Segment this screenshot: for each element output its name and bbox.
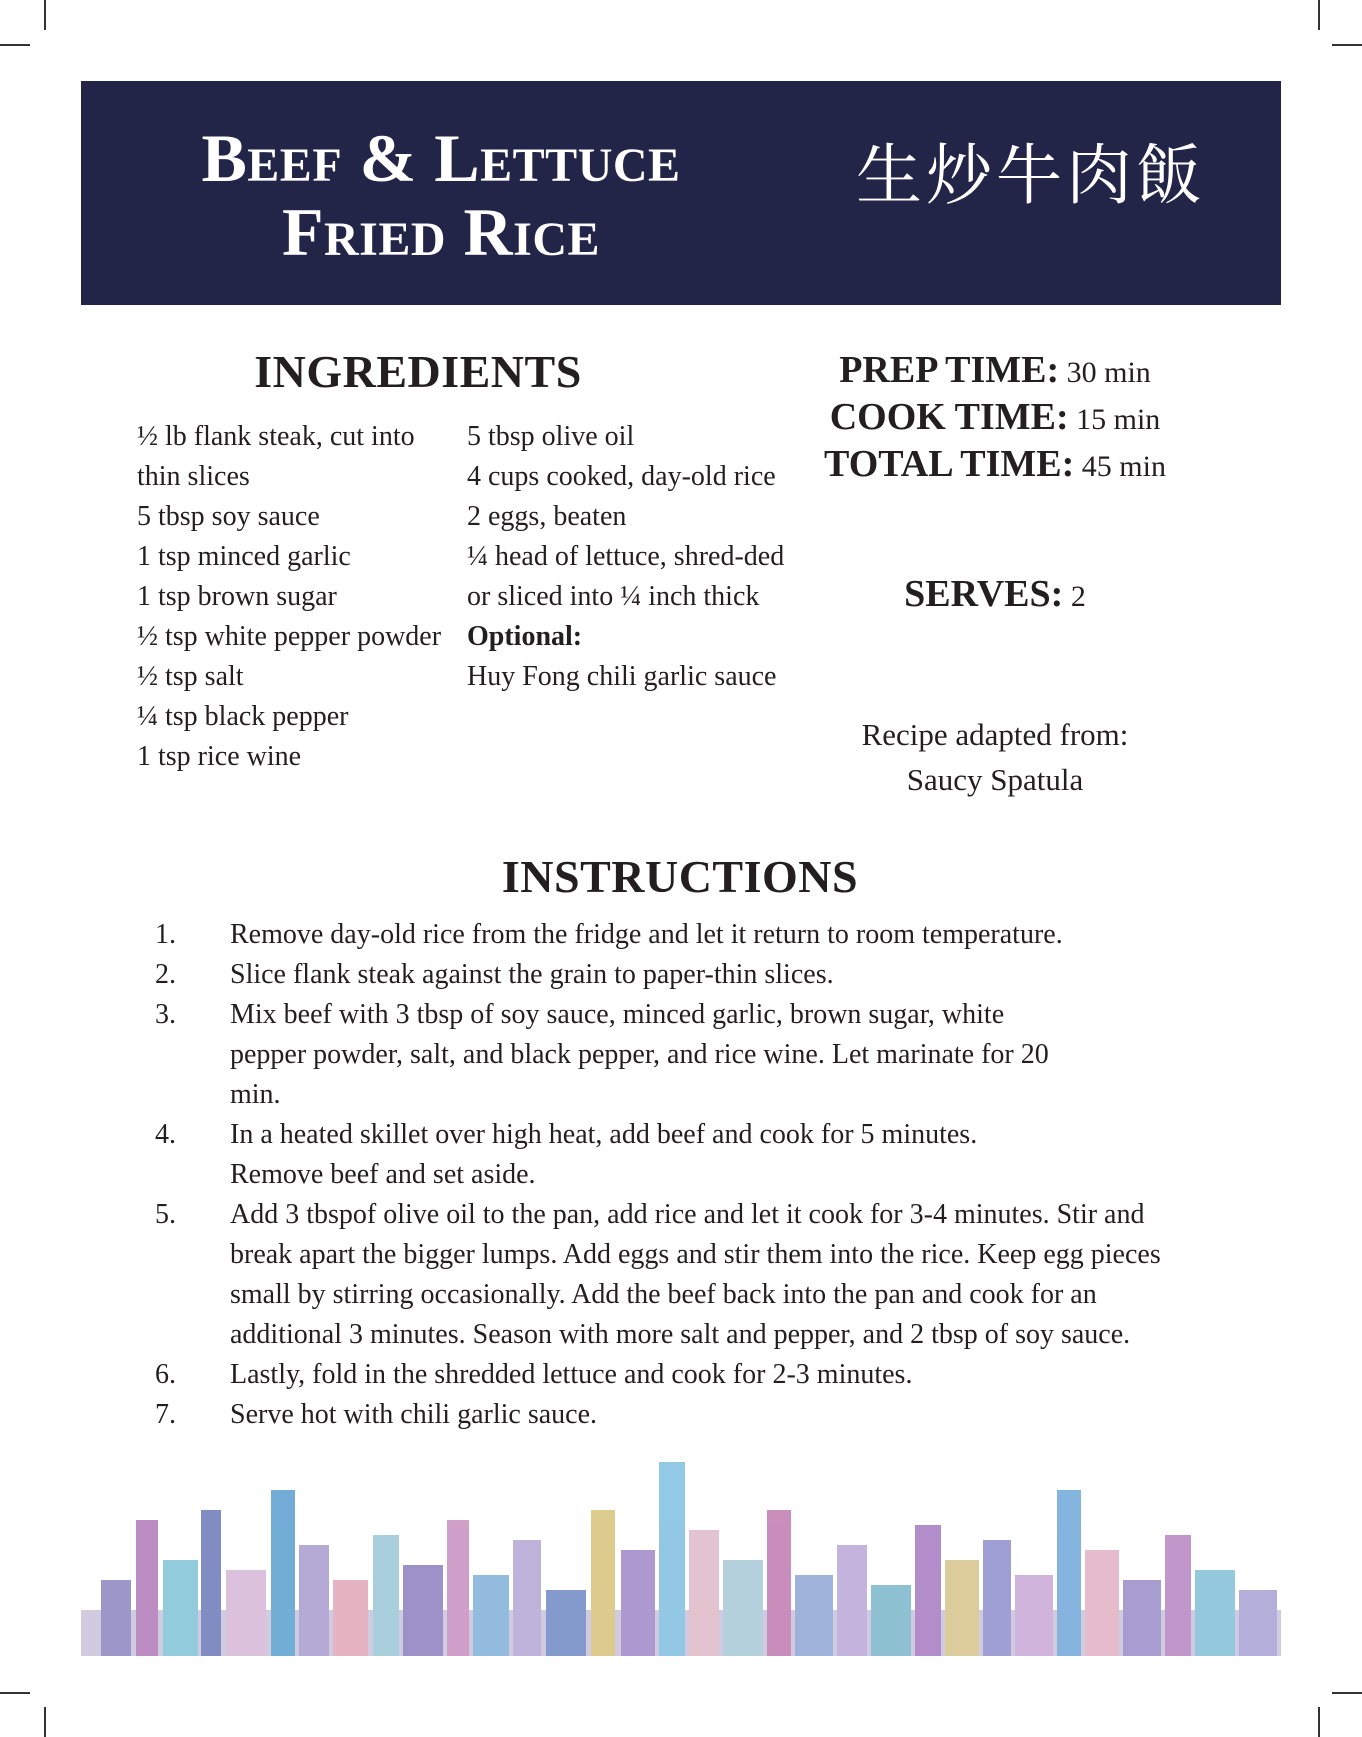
cook-time-label: COOK TIME:	[829, 396, 1069, 438]
step-text: Lastly, fold in the shredded lettuce and cook for 2-3 minutes.	[230, 1359, 913, 1390]
title-line-2: Fried Rice	[281, 194, 601, 270]
serves-label: SERVES:	[904, 573, 1064, 615]
step-number: 4.	[155, 1119, 176, 1150]
instructions-heading: INSTRUCTIONS	[501, 851, 859, 902]
step-number: 6.	[155, 1359, 176, 1390]
ingredients-list-left	[137, 417, 457, 777]
ingredient-item: 1 tsp minced garlic	[137, 541, 351, 572]
step-text: Remove day-old rice from the fridge and let it return to room temperature.	[230, 919, 1063, 950]
ingredient-item: 4 cups cooked, day-old rice	[467, 461, 776, 492]
optional-label: Optional:	[467, 621, 583, 652]
time-info	[780, 348, 1210, 489]
crop-mark	[44, 0, 46, 30]
cook-time	[780, 395, 1210, 442]
instruction-step	[150, 995, 1200, 1115]
instruction-step	[150, 1395, 1200, 1435]
ingredient-item: 5 tbsp soy sauce	[137, 501, 320, 532]
step-text: In a heated skillet over high heat, add beef and cook for 5 minutes. Remove beef and set aside.	[230, 1119, 978, 1190]
recipe-source	[780, 712, 1210, 802]
serves-value: 2	[1070, 580, 1086, 613]
cook-time-value: 15 min	[1076, 403, 1161, 436]
step-text: Mix beef with 3 tbsp of soy sauce, minced garlic, brown sugar, white pepper powder, salt, and black pepper, and rice wine. Let marinate for 20 min.	[230, 999, 1049, 1110]
instruction-step	[150, 955, 1200, 995]
total-time	[780, 442, 1210, 489]
crop-mark	[0, 1692, 30, 1694]
step-text: Slice flank steak against the grain to paper-thin slices.	[230, 959, 834, 990]
instruction-step	[150, 1355, 1200, 1395]
ingredient-item: 1 tsp rice wine	[137, 741, 302, 772]
prep-time-label: PREP TIME:	[839, 349, 1060, 391]
total-time-value: 45 min	[1081, 450, 1166, 483]
crop-mark	[1332, 1692, 1362, 1694]
total-time-label: TOTAL TIME:	[824, 443, 1075, 485]
serves-info	[780, 572, 1210, 616]
step-number: 7.	[155, 1399, 176, 1430]
ingredient-item: ¼ head of lettuce, shred-ded or sliced into ¼ inch thick	[467, 541, 785, 612]
instruction-step	[150, 915, 1200, 955]
crop-mark	[1318, 0, 1320, 30]
crop-mark	[1318, 1707, 1320, 1737]
prep-time-value: 30 min	[1066, 356, 1151, 389]
instruction-step	[150, 1195, 1200, 1355]
ingredient-item: ¼ tsp black pepper	[137, 701, 349, 732]
crop-mark	[44, 1707, 46, 1737]
ingredients-list-right	[467, 417, 787, 697]
instruction-step	[150, 1115, 1200, 1195]
crop-mark	[0, 44, 30, 46]
city-skyline-illustration	[81, 1450, 1281, 1656]
source-name: Saucy Spatula	[906, 762, 1084, 797]
source-label: Recipe adapted from:	[861, 717, 1129, 752]
ingredient-item: 1 tsp brown sugar	[137, 581, 337, 612]
step-number: 3.	[155, 999, 176, 1030]
instructions-list	[150, 915, 1200, 1435]
ingredient-item: 2 eggs, beaten	[467, 501, 627, 532]
prep-time	[780, 348, 1210, 395]
ingredient-item: 5 tbsp olive oil	[467, 421, 635, 452]
crop-mark	[1332, 44, 1362, 46]
optional-item: Huy Fong chili garlic sauce	[467, 661, 777, 692]
chinese-title: 生炒牛肉飯	[856, 137, 1206, 214]
ingredient-item: ½ tsp white pepper powder	[137, 621, 442, 652]
step-number: 5.	[155, 1199, 176, 1230]
step-number: 1.	[155, 919, 176, 950]
title-line-1: Beef & Lettuce	[201, 120, 681, 196]
ingredient-item: ½ lb flank steak, cut into thin slices	[137, 421, 415, 492]
ingredient-item: ½ tsp salt	[137, 661, 244, 692]
title-banner	[81, 81, 1281, 305]
step-number: 2.	[155, 959, 176, 990]
step-text: Serve hot with chili garlic sauce.	[230, 1399, 597, 1430]
recipe-title	[81, 121, 801, 269]
ingredients-heading: INGREDIENTS	[254, 346, 582, 397]
step-text: Add 3 tbspof olive oil to the pan, add rice and let it cook for 3-4 minutes. Stir and break apart the bigger lumps. Add eggs and stir them into the rice. Keep egg pieces small by stirring occasionally. Add the beef back into the pan and cook for an additional 3 minutes. Season with more salt and pepper, and 2 tbsp of soy sauce.	[230, 1199, 1161, 1350]
